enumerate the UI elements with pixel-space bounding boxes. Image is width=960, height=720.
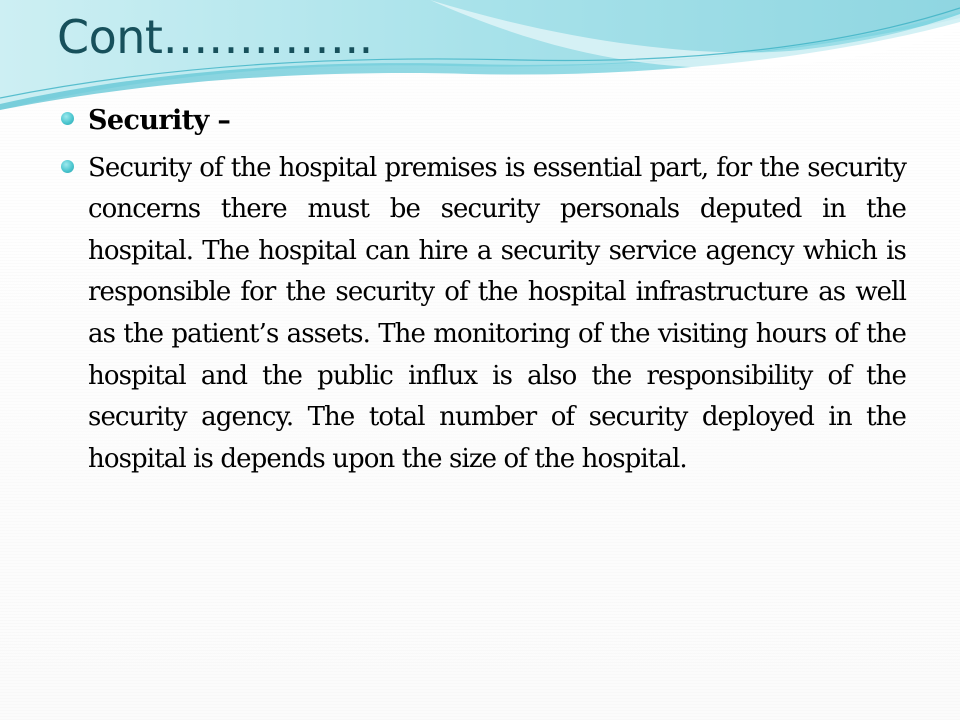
bullet-item-body xyxy=(60,148,906,481)
bullet-dot-icon xyxy=(61,112,74,125)
bullet-body-text: Security of the hospital premises is essential part, for the security concerns there must be security personals deputed in the hospital. The hospital can hire a security service agency which is responsible for the security of the hospital infrastructure as well as the patient’s assets. The monitoring of the visiting hours of the hospital and the public influx is also the responsibility of the security agency. The total number of security deployed in the hospital is depends upon the size of the hospital. xyxy=(88,152,906,474)
bullet-list xyxy=(60,100,906,486)
bullet-item-heading xyxy=(60,100,906,142)
bullet-heading-text: Security – xyxy=(88,105,231,136)
slide-title: Cont………….. xyxy=(57,10,373,64)
bullet-dot-icon xyxy=(61,160,74,173)
